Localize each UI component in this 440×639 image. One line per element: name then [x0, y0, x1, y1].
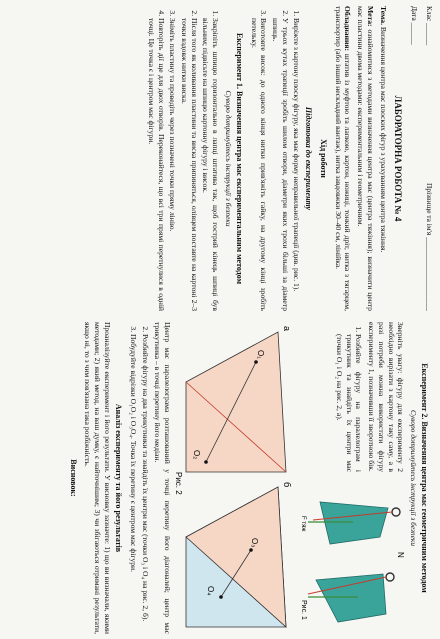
exp2-left-text	[334, 322, 405, 472]
exp2-steps-rest	[128, 322, 149, 634]
label-o4: O₄	[206, 586, 215, 596]
fig2-caption: Рис. 2	[174, 472, 183, 495]
exp1-step: 3. Зніміть пластину та проведіть через позначені точки пряму лінію.	[168, 18, 178, 311]
point-o2	[204, 460, 208, 464]
fig2-a-label: а	[282, 326, 292, 332]
exp1-step: 4. Повторіть дії ще для двох отворів. Переконайтеся, що всі три прямі перетнулися в одній точці. Це точка є і центром мас фігури.	[146, 18, 165, 311]
fig2-b-label: б	[282, 482, 292, 488]
gravity-label: F тяж	[300, 516, 306, 532]
lab-title: ЛАБОРАТОРНА РОБОТА № 4	[393, 95, 404, 222]
prep-step: 3. Виготовте висок: до одного кінця нитки прив'яжіть гайку, на другому кінці зробіть петельку.	[249, 18, 268, 311]
point-o4	[219, 595, 223, 599]
prep-step: 2. У трьох кутах трапеції зробіть шилом отвори, діаметри яких трохи більші за діаметр шпиць.	[270, 18, 289, 311]
prep-steps	[249, 6, 302, 311]
fig1-hanging-plate-right	[308, 573, 394, 622]
point-o3	[249, 548, 253, 552]
header-row	[425, 6, 434, 311]
figure-2	[174, 322, 296, 634]
prep-title: Підготовка до експерименту	[303, 106, 313, 211]
teal-plate	[316, 574, 386, 622]
exp1-step: 1. Закріпіть шпицю горизонтально в лапці штатива так, щоб гострий кінець шпиці був вільним; підвісьте на шпицю картонну фігуру і висок.	[201, 18, 220, 311]
conclusion-label: Висновок:	[68, 459, 78, 497]
analysis-text: Проаналізуйте експеримент і його результати. У висновку зазначте: 1) що ви визначали, якими методами; 2) який метод, на ваш думку, є найточнішим; 3) чи збігаються отримані результати, якщо ні, то з чим пов'язана така розбіжність.	[83, 322, 112, 634]
exp1-step: 2. Після того як коливання пластини та виска припиняться, олівцем поставте на картоні 2–3 точки вздовж нитки виска.	[179, 18, 198, 311]
analysis-title: Аналіз експерименту та його результатів	[114, 403, 124, 553]
date-row	[409, 6, 418, 311]
label-o1: O₁	[256, 350, 265, 359]
fig1-hanging-plate-left	[308, 502, 400, 544]
progress-title: Хід роботи	[318, 139, 328, 178]
force-label: N	[396, 552, 405, 558]
label-o2: O₂	[192, 450, 201, 460]
exp2-steps-first	[334, 322, 363, 472]
right-column	[6, 322, 434, 634]
fig1-caption: Рис. 1	[300, 600, 307, 620]
pin-ring	[392, 508, 400, 516]
left-column	[6, 6, 434, 311]
exp2-bottom-text	[67, 322, 173, 634]
prep-step: 1. Виріжте з картону плоску фігуру, яка має форму неправильної трапеції (див. рис. 1).	[292, 18, 302, 311]
name-field[interactable]: Прізвище та ім'я ____________________	[425, 183, 434, 311]
exp2-mid-note: Центр мас паралелограма розташований у точці перетину його діагоналей; центр мас трикутника – в точці перетину його медіан.	[153, 322, 172, 634]
exp2-step: 3. Побудуйте відрізки O₁O₂ і O₃O₄. Точка їх перетину є центром мас фігури.	[128, 334, 138, 634]
date-field[interactable]: Дата ______	[409, 6, 419, 45]
label-o3: O₃	[250, 538, 259, 548]
exp2-title: Експеримент 2. Визначення центра мас геометричним методом	[420, 363, 429, 593]
teal-plate	[320, 502, 388, 544]
pin-ring	[386, 573, 394, 581]
equipment: Обладнання: штатив із муфтою та лапкою, картон, ножиці, тонкий дріт, нитка з тягарцем, транспортир (або інший нескладний вантаж), нитка завдовжки 30–40 см, лінійка.	[333, 6, 353, 311]
class-field[interactable]: Клас ______	[425, 6, 434, 46]
exp2-step: 2. Розбийте фігуру на два трикутники та знайдіть їх центри мас (точки O₃ і O₄ на рис. 2, б).	[140, 334, 150, 634]
exp2-subtitle: Суворо дотримуйтесь інструкції з безпеки	[408, 409, 418, 547]
point-o1	[254, 360, 258, 364]
exp2-note: Зверніть увагу: фігуру для експерименту 2 необхідно вирізати з картону таку саму, а в разі потреби можна використати фігуру експерименту 1, позначивши її зворотною бік.	[367, 322, 406, 472]
topic: Тема. Визначення центра мас плоских фігур з урахуванням центра тяжіння.	[378, 6, 388, 253]
exp2-step: 1. Розбийте фігуру на паралелограм і трикутник та знайдіть їх центри мас (точки O₁ і O₂ на рис. 2, а).	[334, 334, 363, 472]
exp1-title: Експеримент 1. Визначення центра мас експериментальним методом	[234, 32, 244, 285]
exp1-subtitle: Суворо дотримуйтесь інструкції з безпеки	[223, 90, 233, 227]
figure-1	[298, 482, 408, 632]
exp1-steps	[146, 6, 220, 311]
goal: Мета: ознайомитися з методами визначення центра мас (центра тяжіння); визначити центр мас пластини двома методами: експериментальним і геометричним.	[356, 6, 375, 311]
